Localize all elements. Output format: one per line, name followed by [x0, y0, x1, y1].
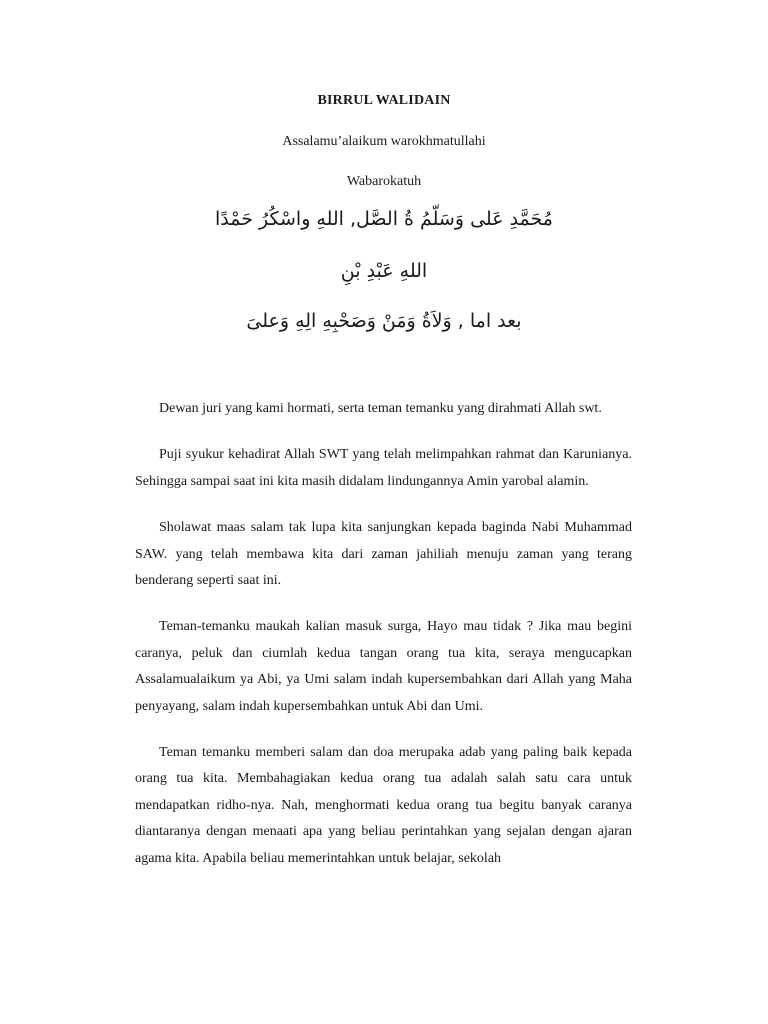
paragraph-1: Dewan juri yang kami hormati, serta teman temanku yang dirahmati Allah swt. [159, 401, 602, 416]
arabic-line-2: اللهِ عَبْدِ بْنِ [340, 260, 428, 282]
greeting-line-2: Wabarokatuh [346, 174, 422, 189]
paragraph-4: Teman-temanku maukah kalian masuk surga, Hayo mau tidak ? Jika mau begini caranya, peluk dan ciumlah kedua tangan orang tua kita, seraya mengucapkan Assalamualaikum ya Abi, ya Umi salam indah kupersembahkan dari Allah yang Maha penyayang, salam indah kupersembahkan untuk Abi dan Umi. [135, 619, 632, 714]
arabic-line-1: مُحَمَّدِ عَلى وَسَلّمُ ةُ الصَّل, اللهِ واسْكُرُ حَمْدًا [215, 208, 553, 230]
paragraph-2: Puji syukur kehadirat Allah SWT yang telah melimpahkan rahmat dan Karunianya. Sehingga sampai saat ini kita masih didalam lindungannya Amin yarobal alamin. [135, 447, 632, 489]
body-text [135, 396, 632, 892]
document-title: BIRRUL WALIDAIN [317, 93, 451, 108]
paragraph-5: Teman temanku memberi salam dan doa merupaka adab yang paling baik kepada orang tua kita. Membahagiakan kedua orang tua adalah salah satu cara untuk mendapatkan ridho-nya. Nah, menghormati kedua orang tua begitu banyak caranya diantaranya dengan menaati apa yang beliau perintahkan yang sejalan dengan ajaran agama kita. Apabila beliau memerintahkan untuk belajar, sekolah [135, 745, 632, 866]
arabic-line-3: بعد اما , وَلاَةُ وَمَنْ وَصَحْبِهِ الِهِ وَعلىَ [246, 310, 522, 332]
greeting-line-1: Assalamu’alaikum warokhmatullahi [282, 134, 486, 149]
paragraph-3: Sholawat maas salam tak lupa kita sanjungkan kepada baginda Nabi Muhammad SAW. yang telah membawa kita dari zaman jahiliah menuju zaman yang terang benderang seperti saat ini. [135, 520, 632, 589]
